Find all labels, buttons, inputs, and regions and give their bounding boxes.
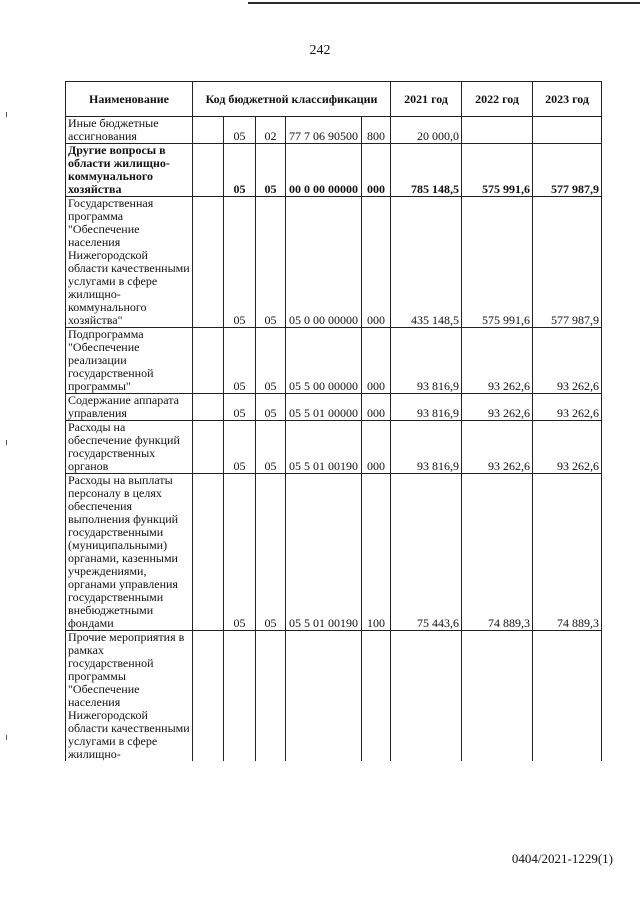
row-value-2023 <box>533 117 602 144</box>
table-row <box>66 117 602 144</box>
table-row <box>66 197 602 328</box>
table-row <box>66 474 602 631</box>
row-value-2021: 93 816,9 <box>391 328 462 394</box>
row-subsection-code: 05 <box>256 144 286 197</box>
table-row <box>66 421 602 474</box>
row-value-2023: 93 262,6 <box>533 421 602 474</box>
row-name: Иные бюджетные ассигнования <box>66 117 193 144</box>
row-expense-type-code: 100 <box>362 474 391 631</box>
row-empty-cell <box>193 394 224 421</box>
row-section-code: 05 <box>224 421 256 474</box>
row-value-2021 <box>391 631 462 762</box>
row-section-code <box>224 631 256 762</box>
header-code: Код бюджетной классификации <box>193 82 391 117</box>
row-target-code: 05 5 00 00000 <box>286 328 362 394</box>
row-empty-cell <box>193 144 224 197</box>
row-subsection-code: 05 <box>256 394 286 421</box>
row-value-2023: 577 987,9 <box>533 197 602 328</box>
row-target-code: 05 5 01 00190 <box>286 474 362 631</box>
row-value-2021: 435 148,5 <box>391 197 462 328</box>
row-value-2022: 74 889,3 <box>462 474 533 631</box>
budget-table <box>65 81 602 761</box>
row-target-code: 05 0 00 00000 <box>286 197 362 328</box>
row-value-2022 <box>462 631 533 762</box>
row-value-2022: 575 991,6 <box>462 197 533 328</box>
row-value-2021: 785 148,5 <box>391 144 462 197</box>
row-target-code <box>286 631 362 762</box>
scan-edge-mark <box>6 735 7 740</box>
row-section-code: 05 <box>224 474 256 631</box>
row-expense-type-code: 000 <box>362 328 391 394</box>
row-value-2023: 74 889,3 <box>533 474 602 631</box>
row-name: Расходы на выплаты персоналу в целях обеспечения выполнения функций государственными (муниципальными) органами, казенными учреждениями, органами управления государственными внебюджетными фондами <box>66 474 193 631</box>
row-empty-cell <box>193 474 224 631</box>
row-value-2021: 20 000,0 <box>391 117 462 144</box>
row-value-2021: 75 443,6 <box>391 474 462 631</box>
row-name: Прочие мероприятия в рамках государственной программы "Обеспечение населения Нижегородской области качественными услугами в сфере жилищно- <box>66 631 193 762</box>
row-value-2023: 577 987,9 <box>533 144 602 197</box>
row-value-2022 <box>462 117 533 144</box>
table-row <box>66 328 602 394</box>
table-header-row <box>66 82 602 117</box>
row-target-code: 05 5 01 00190 <box>286 421 362 474</box>
header-2022: 2022 год <box>462 82 533 117</box>
header-name: Наименование <box>66 82 193 117</box>
row-expense-type-code: 800 <box>362 117 391 144</box>
header-2021: 2021 год <box>391 82 462 117</box>
row-empty-cell <box>193 117 224 144</box>
row-value-2023 <box>533 631 602 762</box>
row-empty-cell <box>193 631 224 762</box>
row-section-code: 05 <box>224 117 256 144</box>
row-value-2023: 93 262,6 <box>533 328 602 394</box>
row-value-2022: 93 262,6 <box>462 421 533 474</box>
row-section-code: 05 <box>224 144 256 197</box>
row-value-2022: 575 991,6 <box>462 144 533 197</box>
row-empty-cell <box>193 197 224 328</box>
row-empty-cell <box>193 328 224 394</box>
document-reference: 0404/2021-1229(1) <box>511 851 613 866</box>
table-row <box>66 631 602 762</box>
row-expense-type-code: 000 <box>362 421 391 474</box>
row-subsection-code: 02 <box>256 117 286 144</box>
row-name: Расходы на обеспечение функций государственных органов <box>66 421 193 474</box>
row-subsection-code <box>256 631 286 762</box>
table-row <box>66 144 602 197</box>
row-empty-cell <box>193 421 224 474</box>
row-value-2023: 93 262,6 <box>533 394 602 421</box>
row-expense-type-code: 000 <box>362 394 391 421</box>
scan-edge-mark <box>6 112 7 117</box>
scan-edge-mark <box>6 440 7 445</box>
row-section-code: 05 <box>224 328 256 394</box>
row-subsection-code: 05 <box>256 474 286 631</box>
row-target-code: 77 7 06 90500 <box>286 117 362 144</box>
row-subsection-code: 05 <box>256 197 286 328</box>
row-expense-type-code <box>362 631 391 762</box>
header-2023: 2023 год <box>533 82 602 117</box>
row-name: Государственная программа "Обеспечение населения Нижегородской области качественными услугами в сфере жилищно-коммунального хозяйства" <box>66 197 193 328</box>
row-target-code: 00 0 00 00000 <box>286 144 362 197</box>
row-name: Содержание аппарата управления <box>66 394 193 421</box>
row-target-code: 05 5 01 00000 <box>286 394 362 421</box>
top-border-line <box>248 2 640 4</box>
row-name: Подпрограмма "Обеспечение реализации государственной программы" <box>66 328 193 394</box>
row-value-2021: 93 816,9 <box>391 421 462 474</box>
row-value-2022: 93 262,6 <box>462 394 533 421</box>
row-section-code: 05 <box>224 394 256 421</box>
row-section-code: 05 <box>224 197 256 328</box>
row-value-2022: 93 262,6 <box>462 328 533 394</box>
row-expense-type-code: 000 <box>362 144 391 197</box>
row-subsection-code: 05 <box>256 328 286 394</box>
row-expense-type-code: 000 <box>362 197 391 328</box>
row-subsection-code: 05 <box>256 421 286 474</box>
row-value-2021: 93 816,9 <box>391 394 462 421</box>
page-number: 242 <box>309 43 331 58</box>
row-name: Другие вопросы в области жилищно-коммунального хозяйства <box>66 144 193 197</box>
table-row <box>66 394 602 421</box>
